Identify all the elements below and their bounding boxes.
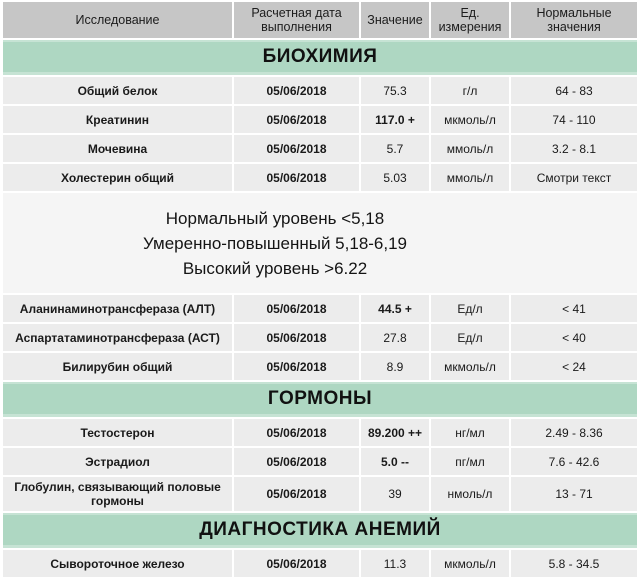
unit-cell: мкмоль/л — [431, 550, 509, 577]
table-row — [3, 353, 637, 380]
value-cell: 5.03 — [361, 164, 429, 191]
value-cell: 117.0 + — [361, 106, 429, 133]
table-row — [3, 106, 637, 133]
column-header-value: Значение — [361, 2, 429, 38]
range-cell: < 24 — [511, 353, 637, 380]
test-name-cell: Сывороточное железо — [3, 550, 232, 577]
range-cell: 2.49 - 8.36 — [511, 419, 637, 446]
table-row — [3, 164, 637, 191]
range-cell: 7.6 - 42.6 — [511, 448, 637, 475]
range-cell: Смотри текст — [511, 164, 637, 191]
date-cell: 05/06/2018 — [234, 324, 359, 351]
unit-cell: пг/мл — [431, 448, 509, 475]
table-row — [3, 448, 637, 475]
date-cell: 05/06/2018 — [234, 164, 359, 191]
value-cell: 11.3 — [361, 550, 429, 577]
value-cell: 39 — [361, 477, 429, 511]
unit-cell: г/л — [431, 77, 509, 104]
test-name-cell: Аспартатаминотрансфераза (АСТ) — [3, 324, 232, 351]
test-name-cell: Мочевина — [3, 135, 232, 162]
test-name-cell: Глобулин, связывающий половые гормоны — [3, 477, 232, 511]
range-cell: 5.8 - 34.5 — [511, 550, 637, 577]
column-header-study: Исследование — [3, 2, 232, 38]
value-cell: 5.0 -- — [361, 448, 429, 475]
column-header-normal-range: Нормальные значения — [511, 2, 637, 38]
unit-cell: мкмоль/л — [431, 106, 509, 133]
test-name-cell: Аланинаминотрансфераза (АЛТ) — [3, 295, 232, 322]
table-row — [3, 77, 637, 104]
table-row — [3, 135, 637, 162]
test-name-cell: Общий белок — [3, 77, 232, 104]
section-header: БИОХИМИЯ — [3, 40, 637, 75]
table-header — [3, 2, 637, 38]
unit-cell: нмоль/л — [431, 477, 509, 511]
table-row — [3, 419, 637, 446]
value-cell: 89.200 ++ — [361, 419, 429, 446]
range-cell: 74 - 110 — [511, 106, 637, 133]
section-header: ГОРМОНЫ — [3, 382, 637, 417]
table-row — [3, 550, 637, 577]
range-cell: 13 - 71 — [511, 477, 637, 511]
date-cell: 05/06/2018 — [234, 477, 359, 511]
value-cell: 5.7 — [361, 135, 429, 162]
table-body — [3, 40, 637, 577]
cholesterol-note — [3, 193, 637, 293]
unit-cell: мкмоль/л — [431, 353, 509, 380]
value-cell: 8.9 — [361, 353, 429, 380]
note-line: Умеренно-повышенный 5,18-6,19 — [142, 233, 408, 253]
range-cell: < 41 — [511, 295, 637, 322]
test-name-cell: Холестерин общий — [3, 164, 232, 191]
date-cell: 05/06/2018 — [234, 448, 359, 475]
date-cell: 05/06/2018 — [234, 550, 359, 577]
date-cell: 05/06/2018 — [234, 106, 359, 133]
value-cell: 75.3 — [361, 77, 429, 104]
column-header-date: Расчетная дата выполнения — [234, 2, 359, 38]
section-header: ДИАГНОСТИКА АНЕМИЙ — [3, 513, 637, 548]
unit-cell: ммоль/л — [431, 164, 509, 191]
note-line: Высокий уровень >6.22 — [182, 258, 368, 278]
range-cell: 3.2 - 8.1 — [511, 135, 637, 162]
test-name-cell: Тестостерон — [3, 419, 232, 446]
test-name-cell: Билирубин общий — [3, 353, 232, 380]
date-cell: 05/06/2018 — [234, 295, 359, 322]
table-row — [3, 324, 637, 351]
table-row — [3, 477, 637, 511]
table-row — [3, 295, 637, 322]
date-cell: 05/06/2018 — [234, 353, 359, 380]
range-cell: < 40 — [511, 324, 637, 351]
range-cell: 64 - 83 — [511, 77, 637, 104]
column-header-unit: Ед. измерения — [431, 2, 509, 38]
date-cell: 05/06/2018 — [234, 77, 359, 104]
date-cell: 05/06/2018 — [234, 135, 359, 162]
unit-cell: нг/мл — [431, 419, 509, 446]
value-cell: 44.5 + — [361, 295, 429, 322]
date-cell: 05/06/2018 — [234, 419, 359, 446]
note-line: Нормальный уровень <5,18 — [165, 208, 385, 228]
unit-cell: ммоль/л — [431, 135, 509, 162]
test-name-cell: Креатинин — [3, 106, 232, 133]
unit-cell: Ед/л — [431, 324, 509, 351]
unit-cell: Ед/л — [431, 295, 509, 322]
value-cell: 27.8 — [361, 324, 429, 351]
test-name-cell: Эстрадиол — [3, 448, 232, 475]
